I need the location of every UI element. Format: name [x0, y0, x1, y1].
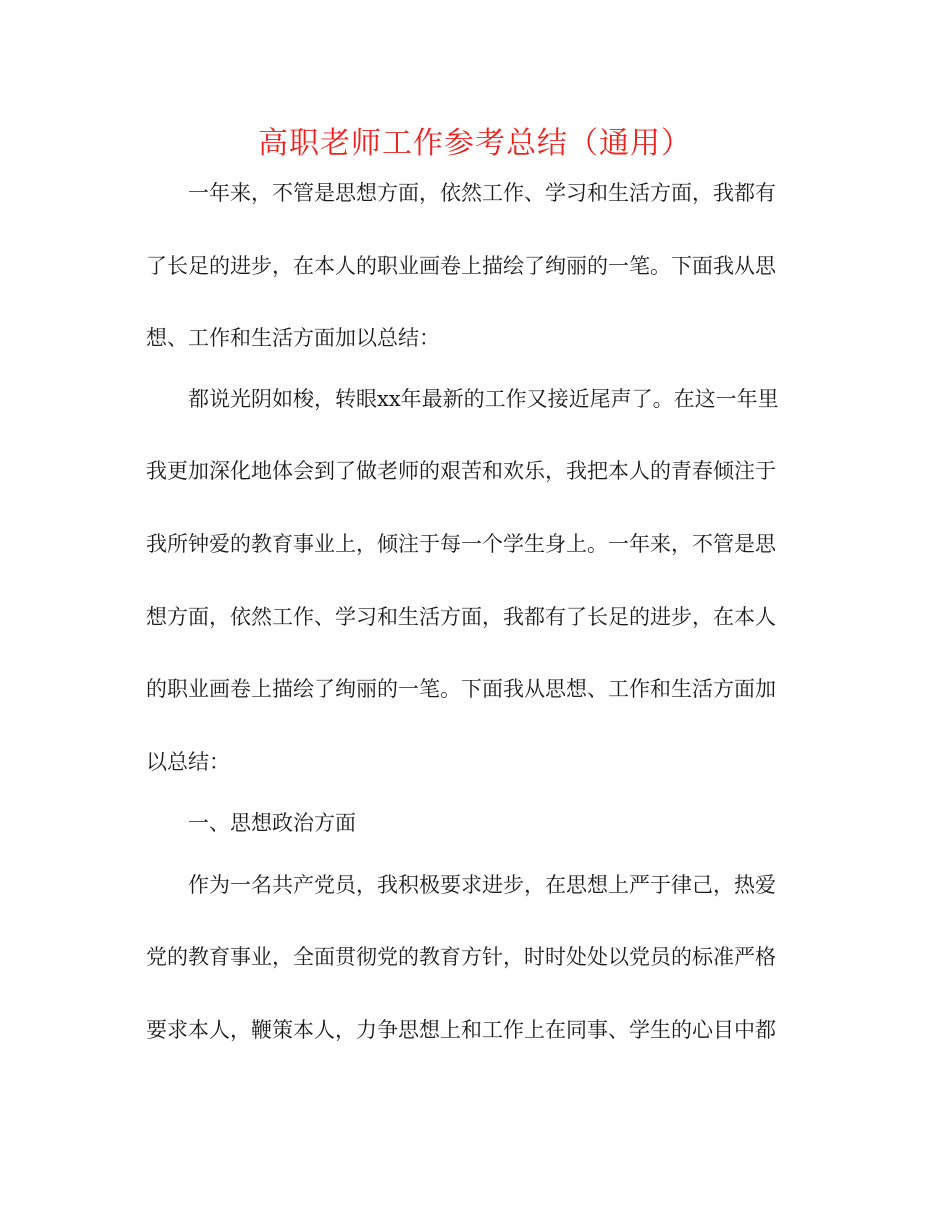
- text-line: 要求本人，鞭策本人，力争思想上和工作上在同事、学生的心目中都: [146, 1018, 776, 1042]
- text-line: 我更加深化地体会到了做老师的艰苦和欢乐，我把本人的青春倾注于: [146, 459, 776, 483]
- text-line: 以总结：: [146, 750, 230, 774]
- text-line: 我所钟爱的教育事业上，倾注于每一个学生身上。一年来，不管是思: [146, 532, 776, 556]
- document-title: 高职老师工作参考总结（通用）: [258, 126, 692, 161]
- text-line: 想方面，依然工作、学习和生活方面，我都有了长足的进步，在本人: [146, 605, 776, 629]
- text-line: 作为一名共产党员，我积极要求进步，在思想上严于律己，热爱: [188, 873, 776, 897]
- text-line: 党的教育事业，全面贯彻党的教育方针，时时处处以党员的标准严格: [146, 945, 776, 969]
- text-line: 的职业画卷上描绘了绚丽的一笔。下面我从思想、工作和生活方面加: [146, 677, 776, 701]
- text-line: 都说光阴如梭，转眼xx年最新的工作又接近尾声了。在这一年里: [188, 387, 779, 411]
- text-line: 一年来，不管是思想方面，依然工作、学习和生活方面，我都有: [188, 181, 776, 205]
- text-line: 想、工作和生活方面加以总结：: [146, 326, 440, 350]
- text-line: 了长足的进步，在本人的职业画卷上描绘了绚丽的一笔。下面我从思: [146, 254, 776, 278]
- section-heading: 一、思想政治方面: [188, 811, 356, 835]
